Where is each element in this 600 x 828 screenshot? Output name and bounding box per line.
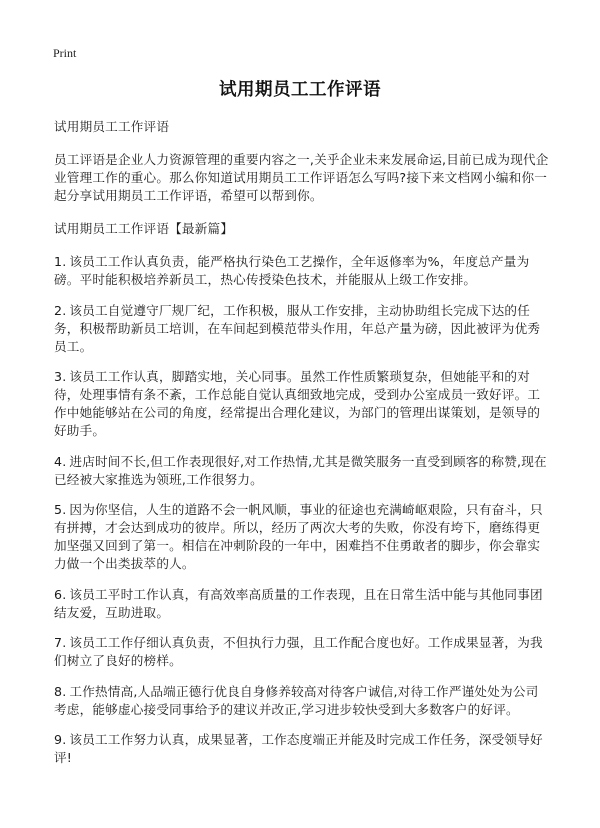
print-link[interactable]: Print (53, 46, 77, 60)
list-item: 5. 因为你坚信，人生的道路不会一帆风顺，事业的征途也充满崎岖艰险，只有奋斗，只有拼搏，才会达到成功的彼岸。所以，经历了两次大考的失败，你没有垮下，磨练得更加坚强又回到了第一。相信在冲刺阶段的一年中，困难挡不住勇敢者的脚步，你会靠实力做一个出类拔萃的人。 (54, 502, 543, 571)
document-title: 试用期员工工作评语 (219, 80, 381, 100)
document-body (54, 118, 550, 780)
list-item: 6. 该员工平时工作认真，有高效率高质量的工作表现，且在日常生活中能与其他同事团结友爱，互助进取。 (54, 586, 543, 620)
list-item: 8. 工作热情高,人品端正德行优良自身修养较高对待客户诚信,对待工作严谨处处为公司考虑，能够虚心接受同事给予的建议并改正,学习进步较快受到大多数客户的好评。 (54, 683, 539, 717)
intro-paragraph: 员工评语是企业人力资源管理的重要内容之一,关乎企业未来发展命运,目前已成为现代企业管理工作的重心。那么你知道试用期员工工作评语怎么写吗?接下来文档网小编和你一起分享试用期员工工作评语，希望可以帮到你。 (54, 152, 549, 203)
section-heading: 试用期员工工作评语【最新篇】 (54, 221, 234, 236)
list-item: 3. 该员工工作认真，脚踏实地，关心同事。虽然工作性质繁琐复杂，但她能平和的对待，处理事情有条不紊，工作总能自觉认真细致地完成，受到办公室成员一致好评。工作中她能够站在公司的角度，经常提出合理化建议，为部门的管理出谋策划，是领导的好助手。 (54, 369, 541, 438)
list-item: 7. 该员工工作仔细认真负责，不但执行力强，且工作配合度也好。工作成果显著，为我们树立了良好的榜样。 (54, 635, 543, 668)
list-item: 2. 该员工自觉遵守厂规厂纪，工作积极，服从工作安排，主动协助组长完成下达的任务，积极帮助新员工培训，在车间起到模范带头作用，年总产量为磅，因此被评为优秀员工。 (54, 302, 541, 354)
list-item: 9. 该员工工作努力认真，成果显著，工作态度端正并能及时完成工作任务，深受领导好评! (54, 732, 543, 765)
list-item: 1. 该员工工作认真负责，能严格执行染色工艺操作，全年返修率为%，年度总产量为磅。平时能积极培养新员工，热心传授染色技术，并能服从上级工作安排。 (54, 254, 530, 287)
list-item: 4. 进店时间不长,但工作表现很好,对工作热情,尤其是微笑服务一直受到顾客的称赞,现在已经被大家推选为领班,工作很努力。 (54, 453, 547, 487)
document-subtitle: 试用期员工工作评语 (54, 119, 170, 134)
